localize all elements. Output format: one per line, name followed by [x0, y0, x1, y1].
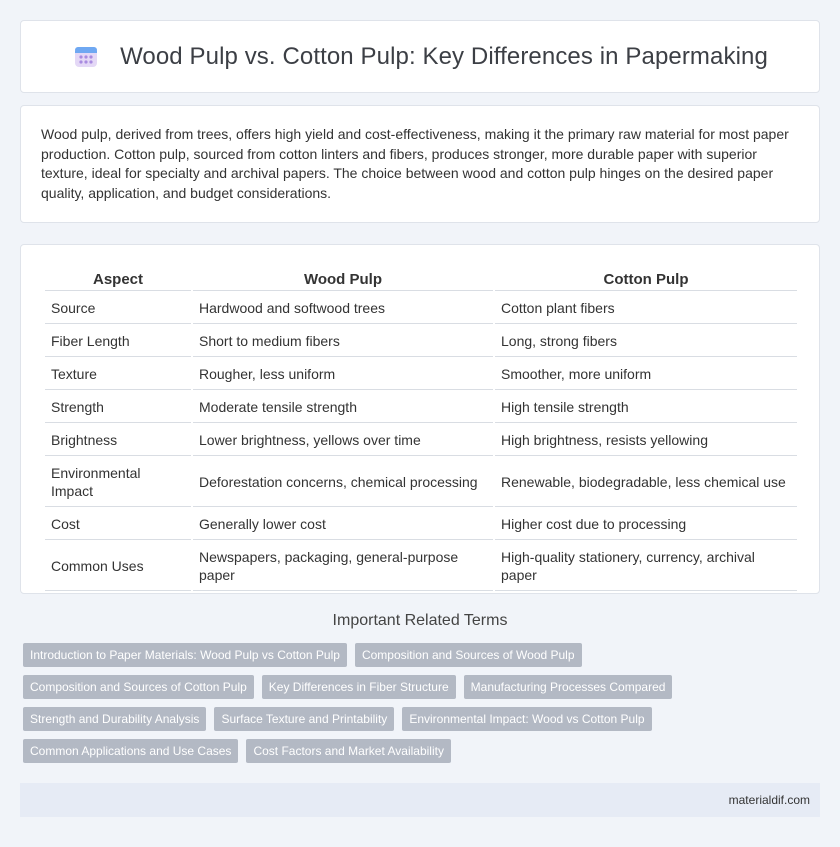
cell-aspect: Source [45, 293, 191, 324]
tag-link[interactable]: Manufacturing Processes Compared [464, 675, 673, 699]
header-card [20, 20, 820, 93]
header-wood-pulp: Wood Pulp [193, 267, 493, 291]
cell-wood: Rougher, less uniform [193, 359, 493, 390]
cell-cotton: Smoother, more uniform [495, 359, 797, 390]
tag-link[interactable]: Key Differences in Fiber Structure [262, 675, 456, 699]
intro-paragraph: Wood pulp, derived from trees, offers high yield and cost-effectiveness, making it the primary raw material for most paper production. Cotton pulp, sourced from cotton linters and fibers, produces stronger, more durable paper with superior texture, ideal for specialty and archival papers. The choice between wood and cotton pulp hinges on the desired paper quality, application, and budget considerations. [41, 126, 789, 201]
cell-aspect: Environmental Impact [45, 458, 191, 507]
table-row [45, 326, 797, 357]
footer-site-link[interactable]: materialdif.com [728, 793, 810, 807]
cell-cotton: High tensile strength [495, 392, 797, 423]
cell-aspect: Strength [45, 392, 191, 423]
cell-cotton: Higher cost due to processing [495, 509, 797, 540]
table-row [45, 359, 797, 390]
cell-cotton: High-quality stationery, currency, archival paper [495, 542, 797, 591]
table-row [45, 509, 797, 540]
tag-link[interactable]: Strength and Durability Analysis [23, 707, 206, 731]
tag-link[interactable]: Common Applications and Use Cases [23, 739, 238, 763]
tag-link[interactable]: Environmental Impact: Wood vs Cotton Pulp [402, 707, 651, 731]
comparison-table [43, 265, 799, 593]
cell-wood: Short to medium fibers [193, 326, 493, 357]
tag-link[interactable]: Cost Factors and Market Availability [246, 739, 451, 763]
related-terms-title: Important Related Terms [332, 612, 508, 629]
cell-cotton: High brightness, resists yellowing [495, 425, 797, 456]
cell-wood: Moderate tensile strength [193, 392, 493, 423]
cell-aspect: Texture [45, 359, 191, 390]
calendar-grid-icon [72, 43, 100, 71]
cell-cotton: Renewable, biodegradable, less chemical use [495, 458, 797, 507]
cell-wood: Generally lower cost [193, 509, 493, 540]
table-header-row [45, 267, 797, 291]
cell-cotton: Cotton plant fibers [495, 293, 797, 324]
tag-link[interactable]: Surface Texture and Printability [214, 707, 394, 731]
header-cotton-pulp: Cotton Pulp [495, 267, 797, 291]
related-tags [20, 643, 820, 771]
table-row [45, 542, 797, 591]
page-title: Wood Pulp vs. Cotton Pulp: Key Differences in Papermaking [120, 42, 768, 70]
table-row [45, 392, 797, 423]
cell-wood: Hardwood and softwood trees [193, 293, 493, 324]
cell-wood: Lower brightness, yellows over time [193, 425, 493, 456]
header-aspect: Aspect [45, 267, 191, 291]
tag-link[interactable]: Composition and Sources of Wood Pulp [355, 643, 582, 667]
cell-wood: Deforestation concerns, chemical processing [193, 458, 493, 507]
table-row [45, 293, 797, 324]
cell-aspect: Common Uses [45, 542, 191, 591]
cell-wood: Newspapers, packaging, general-purpose paper [193, 542, 493, 591]
table-row [45, 425, 797, 456]
comparison-card [20, 244, 820, 594]
cell-aspect: Fiber Length [45, 326, 191, 357]
title-wrap [72, 43, 768, 71]
tag-link[interactable]: Composition and Sources of Cotton Pulp [23, 675, 254, 699]
related-terms-section [20, 612, 820, 771]
intro-card [20, 105, 820, 223]
cell-aspect: Cost [45, 509, 191, 540]
footer [20, 783, 820, 817]
cell-cotton: Long, strong fibers [495, 326, 797, 357]
table-row [45, 458, 797, 507]
tag-link[interactable]: Introduction to Paper Materials: Wood Pulp vs Cotton Pulp [23, 643, 347, 667]
cell-aspect: Brightness [45, 425, 191, 456]
